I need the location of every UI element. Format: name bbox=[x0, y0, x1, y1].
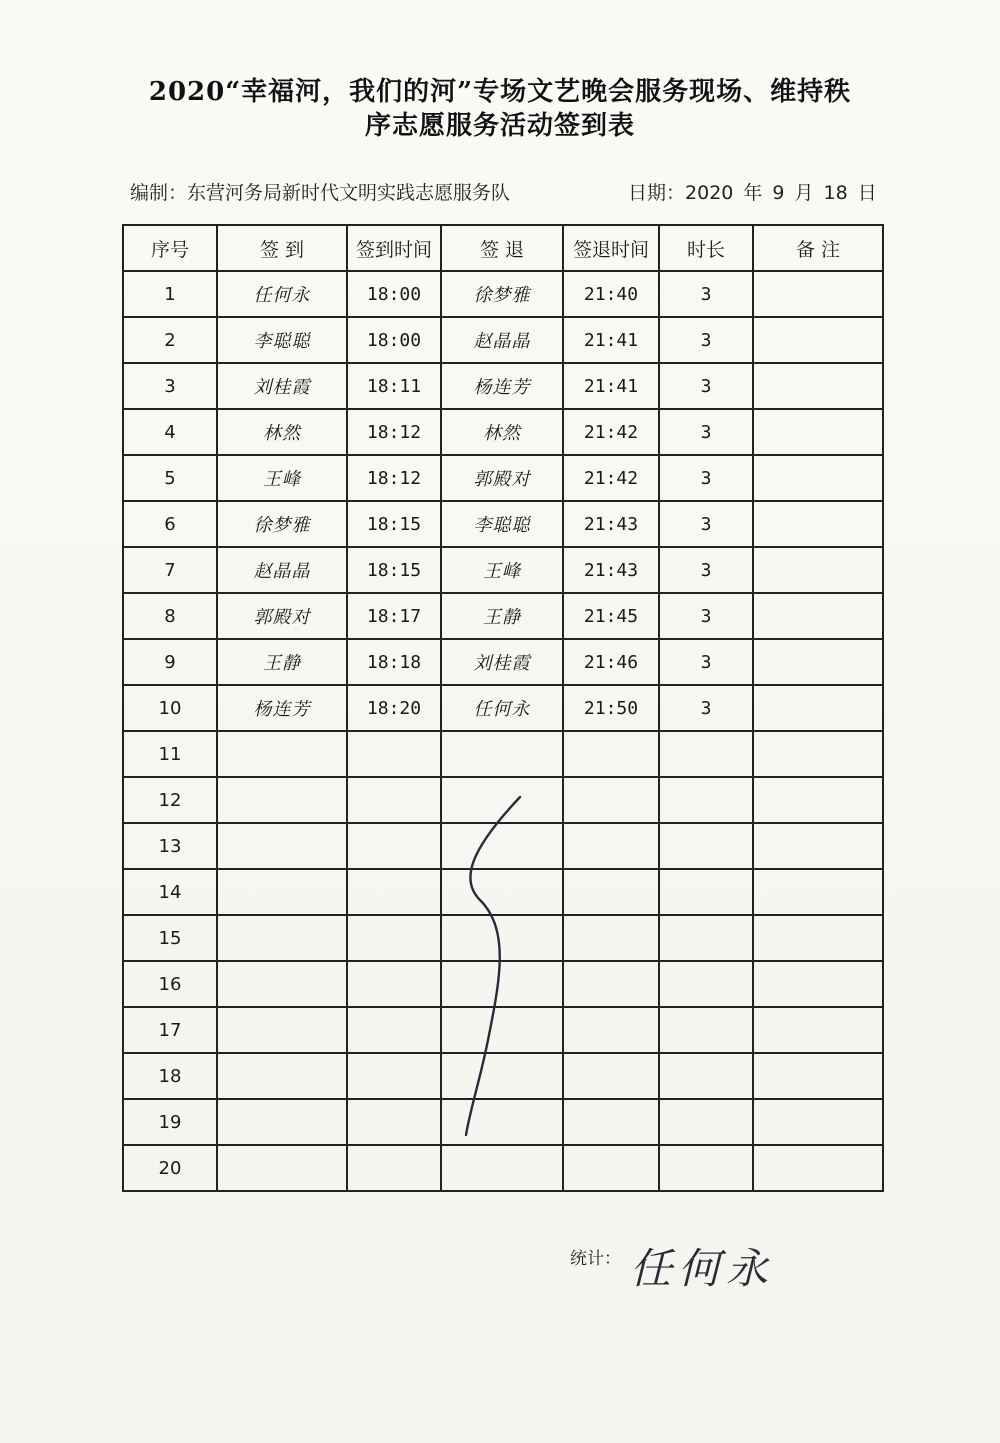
date-year: 2020 bbox=[685, 182, 734, 204]
cell-sign-in: 王峰 bbox=[217, 455, 347, 501]
cell-duration bbox=[659, 1145, 753, 1191]
header-duration: 时长 bbox=[659, 225, 753, 271]
cell-duration: 3 bbox=[659, 501, 753, 547]
cell-sign-out-time bbox=[563, 731, 659, 777]
header-no: 序号 bbox=[123, 225, 217, 271]
cell-sign-in: 李聪聪 bbox=[217, 317, 347, 363]
cell-no: 17 bbox=[123, 1007, 217, 1053]
cell-no: 2 bbox=[123, 317, 217, 363]
cell-sign-out: 郭殿对 bbox=[441, 455, 563, 501]
cell-sign-out bbox=[441, 1099, 563, 1145]
cell-duration bbox=[659, 961, 753, 1007]
cell-note bbox=[753, 593, 883, 639]
cell-note bbox=[753, 1145, 883, 1191]
cell-duration: 3 bbox=[659, 409, 753, 455]
cell-note bbox=[753, 961, 883, 1007]
cell-sign-out bbox=[441, 1007, 563, 1053]
cell-duration bbox=[659, 777, 753, 823]
cell-no: 16 bbox=[123, 961, 217, 1007]
cell-sign-in: 郭殿对 bbox=[217, 593, 347, 639]
cell-duration bbox=[659, 1099, 753, 1145]
cell-sign-out-time bbox=[563, 1145, 659, 1191]
cell-sign-in-time bbox=[347, 869, 441, 915]
table-row bbox=[123, 317, 883, 363]
cell-duration bbox=[659, 1007, 753, 1053]
year-char: 年 bbox=[743, 182, 763, 204]
cell-sign-out bbox=[441, 731, 563, 777]
table-row bbox=[123, 1099, 883, 1145]
cell-sign-out bbox=[441, 961, 563, 1007]
cell-sign-in-time bbox=[347, 961, 441, 1007]
cell-sign-in bbox=[217, 823, 347, 869]
cell-sign-in: 刘桂霞 bbox=[217, 363, 347, 409]
table-row bbox=[123, 685, 883, 731]
date-info bbox=[628, 178, 877, 205]
cell-sign-out-time: 21:46 bbox=[563, 639, 659, 685]
cell-sign-in: 王静 bbox=[217, 639, 347, 685]
cell-no: 10 bbox=[123, 685, 217, 731]
cell-note bbox=[753, 869, 883, 915]
table-header-row bbox=[123, 225, 883, 271]
cell-no: 14 bbox=[123, 869, 217, 915]
cell-sign-in bbox=[217, 961, 347, 1007]
cell-sign-out-time: 21:41 bbox=[563, 363, 659, 409]
cell-sign-out: 徐梦雅 bbox=[441, 271, 563, 317]
cell-sign-in-time bbox=[347, 731, 441, 777]
cell-no: 5 bbox=[123, 455, 217, 501]
cell-sign-out: 杨连芳 bbox=[441, 363, 563, 409]
compiler-name: 东营河务局新时代文明实践志愿服务队 bbox=[187, 182, 511, 204]
cell-sign-out-time: 21:50 bbox=[563, 685, 659, 731]
cell-note bbox=[753, 823, 883, 869]
cell-sign-out-time: 21:45 bbox=[563, 593, 659, 639]
table-row bbox=[123, 363, 883, 409]
cell-sign-in: 任何永 bbox=[217, 271, 347, 317]
compiler-info bbox=[130, 178, 510, 205]
cell-sign-in: 林然 bbox=[217, 409, 347, 455]
document-title-line-1: 2020“幸福河，我们的河”专场文艺晚会服务现场、维持秩 bbox=[148, 77, 852, 107]
table-row bbox=[123, 1007, 883, 1053]
date-label: 日期： bbox=[628, 182, 686, 204]
table-row bbox=[123, 1145, 883, 1191]
cell-sign-out: 李聪聪 bbox=[441, 501, 563, 547]
cell-no: 12 bbox=[123, 777, 217, 823]
cell-no: 1 bbox=[123, 271, 217, 317]
cell-sign-out-time: 21:43 bbox=[563, 547, 659, 593]
table-row bbox=[123, 409, 883, 455]
cell-sign-in-time bbox=[347, 1145, 441, 1191]
cell-sign-in-time: 18:00 bbox=[347, 317, 441, 363]
cell-sign-out-time bbox=[563, 777, 659, 823]
cell-sign-in bbox=[217, 1099, 347, 1145]
cell-sign-in-time: 18:11 bbox=[347, 363, 441, 409]
cell-sign-out-time: 21:42 bbox=[563, 455, 659, 501]
cell-sign-out: 林然 bbox=[441, 409, 563, 455]
cell-sign-in: 徐梦雅 bbox=[217, 501, 347, 547]
cell-sign-in: 杨连芳 bbox=[217, 685, 347, 731]
cell-note bbox=[753, 777, 883, 823]
cell-sign-in-time bbox=[347, 823, 441, 869]
cell-duration: 3 bbox=[659, 317, 753, 363]
cell-note bbox=[753, 639, 883, 685]
stat-signature: 任何永 bbox=[630, 1244, 775, 1293]
cell-note bbox=[753, 455, 883, 501]
cell-sign-in bbox=[217, 731, 347, 777]
cell-no: 4 bbox=[123, 409, 217, 455]
table-row bbox=[123, 777, 883, 823]
cell-no: 7 bbox=[123, 547, 217, 593]
cell-duration: 3 bbox=[659, 363, 753, 409]
table-row bbox=[123, 455, 883, 501]
cell-sign-out-time: 21:43 bbox=[563, 501, 659, 547]
cell-sign-out-time bbox=[563, 823, 659, 869]
cell-no: 11 bbox=[123, 731, 217, 777]
cell-note bbox=[753, 317, 883, 363]
cell-note bbox=[753, 1007, 883, 1053]
cell-no: 20 bbox=[123, 1145, 217, 1191]
cell-sign-in bbox=[217, 777, 347, 823]
cell-sign-in-time: 18:17 bbox=[347, 593, 441, 639]
cell-sign-in-time bbox=[347, 915, 441, 961]
date-month: 9 bbox=[772, 182, 785, 204]
table-row bbox=[123, 915, 883, 961]
stat-label: 统计： bbox=[570, 1249, 621, 1269]
cell-sign-in-time: 18:12 bbox=[347, 409, 441, 455]
cell-sign-out-time bbox=[563, 869, 659, 915]
cell-note bbox=[753, 685, 883, 731]
cell-no: 13 bbox=[123, 823, 217, 869]
cell-sign-in bbox=[217, 1007, 347, 1053]
table-row bbox=[123, 961, 883, 1007]
cell-note bbox=[753, 363, 883, 409]
cell-sign-in bbox=[217, 1145, 347, 1191]
table-row bbox=[123, 593, 883, 639]
cell-sign-out: 王静 bbox=[441, 593, 563, 639]
table-row bbox=[123, 731, 883, 777]
table-row bbox=[123, 271, 883, 317]
cell-note bbox=[753, 501, 883, 547]
cell-sign-out-time bbox=[563, 1099, 659, 1145]
cell-sign-out: 王峰 bbox=[441, 547, 563, 593]
cell-sign-out bbox=[441, 1053, 563, 1099]
month-char: 月 bbox=[794, 182, 814, 204]
cell-note bbox=[753, 1099, 883, 1145]
cell-note bbox=[753, 547, 883, 593]
table-row bbox=[123, 869, 883, 915]
cell-no: 19 bbox=[123, 1099, 217, 1145]
cell-no: 18 bbox=[123, 1053, 217, 1099]
cell-sign-out: 刘桂霞 bbox=[441, 639, 563, 685]
cell-sign-out: 任何永 bbox=[441, 685, 563, 731]
cell-sign-out-time bbox=[563, 1007, 659, 1053]
cell-sign-out bbox=[441, 869, 563, 915]
cell-sign-out: 赵晶晶 bbox=[441, 317, 563, 363]
cell-sign-in: 赵晶晶 bbox=[217, 547, 347, 593]
cell-sign-in bbox=[217, 915, 347, 961]
cell-sign-in-time: 18:20 bbox=[347, 685, 441, 731]
cell-no: 15 bbox=[123, 915, 217, 961]
header-sign-in: 签 到 bbox=[217, 225, 347, 271]
cell-sign-in-time: 18:15 bbox=[347, 501, 441, 547]
date-day: 18 bbox=[823, 182, 848, 204]
cell-sign-out-time bbox=[563, 1053, 659, 1099]
cell-sign-in-time bbox=[347, 777, 441, 823]
header-sign-out: 签 退 bbox=[441, 225, 563, 271]
cell-duration: 3 bbox=[659, 271, 753, 317]
cell-sign-in bbox=[217, 869, 347, 915]
cell-note bbox=[753, 1053, 883, 1099]
cell-no: 9 bbox=[123, 639, 217, 685]
cell-sign-out-time: 21:40 bbox=[563, 271, 659, 317]
cell-sign-out-time bbox=[563, 915, 659, 961]
cell-sign-in-time: 18:00 bbox=[347, 271, 441, 317]
cell-duration: 3 bbox=[659, 639, 753, 685]
cell-duration bbox=[659, 731, 753, 777]
compiler-label: 编制： bbox=[130, 182, 188, 204]
cell-note bbox=[753, 271, 883, 317]
cell-sign-in bbox=[217, 1053, 347, 1099]
cell-sign-in-time: 18:18 bbox=[347, 639, 441, 685]
table-row bbox=[123, 1053, 883, 1099]
cell-duration: 3 bbox=[659, 593, 753, 639]
day-char: 日 bbox=[857, 182, 877, 204]
cell-sign-in-time: 18:15 bbox=[347, 547, 441, 593]
cell-duration: 3 bbox=[659, 685, 753, 731]
cell-duration: 3 bbox=[659, 547, 753, 593]
cell-note bbox=[753, 409, 883, 455]
cell-sign-in-time: 18:12 bbox=[347, 455, 441, 501]
cell-sign-in-time bbox=[347, 1007, 441, 1053]
cell-duration bbox=[659, 1053, 753, 1099]
cell-no: 8 bbox=[123, 593, 217, 639]
header-note: 备 注 bbox=[753, 225, 883, 271]
cell-duration bbox=[659, 915, 753, 961]
cell-note bbox=[753, 731, 883, 777]
table-row bbox=[123, 501, 883, 547]
document-title-line-2: 序志愿服务活动签到表 bbox=[364, 111, 635, 141]
table-row bbox=[123, 639, 883, 685]
header-sign-out-time: 签退时间 bbox=[563, 225, 659, 271]
cell-duration bbox=[659, 823, 753, 869]
cell-sign-out bbox=[441, 823, 563, 869]
table-row bbox=[123, 547, 883, 593]
cell-sign-out-time: 21:41 bbox=[563, 317, 659, 363]
cell-no: 3 bbox=[123, 363, 217, 409]
cell-no: 6 bbox=[123, 501, 217, 547]
cell-sign-in-time bbox=[347, 1053, 441, 1099]
attendance-table bbox=[122, 224, 884, 1192]
cell-sign-out bbox=[441, 1145, 563, 1191]
cell-sign-out-time bbox=[563, 961, 659, 1007]
table-row bbox=[123, 823, 883, 869]
cell-duration bbox=[659, 869, 753, 915]
cell-sign-out-time: 21:42 bbox=[563, 409, 659, 455]
cell-sign-out bbox=[441, 915, 563, 961]
cell-sign-out bbox=[441, 777, 563, 823]
header-sign-in-time: 签到时间 bbox=[347, 225, 441, 271]
cell-note bbox=[753, 915, 883, 961]
cell-sign-in-time bbox=[347, 1099, 441, 1145]
cell-duration: 3 bbox=[659, 455, 753, 501]
